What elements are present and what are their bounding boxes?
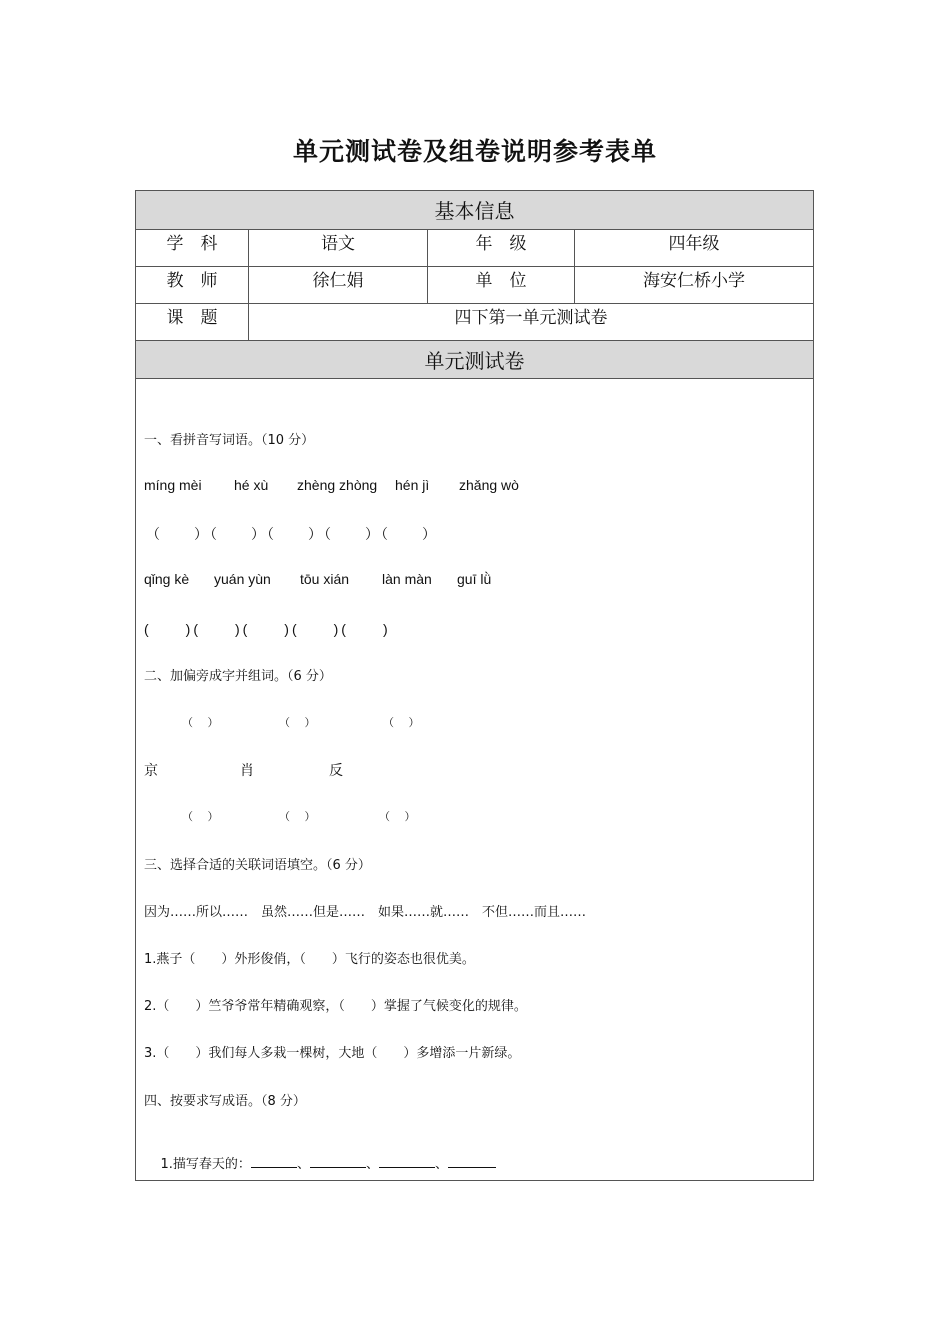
unit-label: 单 位	[427, 267, 574, 303]
q2-bracket-top-3: （ ）	[383, 716, 420, 729]
topic-row	[136, 304, 813, 341]
form-table	[135, 190, 814, 1181]
topic-label: 课 题	[166, 308, 218, 328]
q2-char-3: 反	[329, 763, 343, 779]
q1-pinyin-3: zhèng zhòng	[297, 477, 378, 493]
q2-char-2: 肖	[240, 763, 254, 779]
separator-2: 、	[365, 1157, 379, 1172]
q3-item-1: 1.燕子（ ）外形俊俏，（ ）飞行的姿态也很优美。	[144, 952, 475, 967]
answer-blank-1[interactable]	[251, 1157, 297, 1168]
answer-blank-3[interactable]	[379, 1157, 435, 1168]
q2-bracket-bottom-1: （ ）	[182, 810, 219, 823]
q4-item-1	[144, 1138, 496, 1187]
grade-label: 年 级	[427, 230, 574, 266]
q1-pinyin-6: qǐng kè	[144, 571, 190, 587]
q1-brackets-1: （ ）（ ）（ ）（ ）（ ）	[146, 527, 438, 543]
q3-item-2: 2.（ ）竺爷爷常年精确观察，（ ）掌握了气候变化的规律。	[144, 999, 527, 1014]
q1-heading-text: 一、看拼音写词语。（10 分）	[144, 433, 315, 448]
q4-heading: 四、按要求写成语。（8 分）	[144, 1094, 306, 1109]
subject-label: 学 科	[166, 234, 218, 254]
q3-options: 因为……所以…… 虽然……但是…… 如果……就…… 不但……而且……	[144, 905, 587, 920]
q2-char-1: 京	[144, 763, 158, 779]
q2-bracket-top-2: （ ）	[279, 716, 316, 729]
topic-value: 四下第一单元测试卷	[248, 304, 813, 340]
grade-value: 四年级	[574, 230, 813, 266]
q1-pinyin-1: míng mèi	[144, 477, 202, 493]
q3-heading: 三、选择合适的关联词语填空。（6 分）	[144, 858, 371, 873]
q1-pinyin-2: hé xù	[234, 477, 269, 493]
q1-pinyin-4: hén jì	[395, 477, 430, 493]
q1-pinyin-9: làn màn	[382, 571, 432, 587]
answer-blank-4[interactable]	[448, 1157, 496, 1168]
q2-bracket-bottom-2: （ ）	[279, 810, 316, 823]
q3-item-3: 3.（ ）我们每人多栽一棵树，大地（ ）多增添一片新绿。	[144, 1046, 521, 1061]
q1-brackets-2: ( )( )( )( )( )	[144, 621, 391, 637]
page-title: 单元测试卷及组卷说明参考表单	[292, 137, 657, 166]
unit-value: 海安仁桥小学	[574, 267, 813, 303]
basic-info-header-label: 基本信息	[434, 199, 515, 223]
q2-heading: 二、加偏旁成字并组词。（6 分）	[144, 669, 332, 684]
teacher-value: 徐仁娟	[248, 267, 427, 303]
subject-grade-row	[136, 230, 813, 267]
q1-pinyin-7: yuán yùn	[214, 571, 271, 587]
q4-item-1-label: 1.描写春天的：	[160, 1157, 251, 1172]
separator-1: 、	[296, 1157, 310, 1172]
q2-bracket-top-1: （ ）	[182, 716, 219, 729]
subject-value: 语文	[248, 230, 427, 266]
basic-info-header	[136, 191, 813, 230]
q1-pinyin-5: zhǎng wò	[459, 477, 519, 493]
teacher-label: 教 师	[166, 271, 218, 291]
test-header	[136, 341, 813, 379]
q1-pinyin-10: guī lǜ	[457, 571, 492, 587]
teacher-unit-row	[136, 267, 813, 304]
separator-3: 、	[434, 1157, 448, 1172]
answer-blank-2[interactable]	[310, 1157, 366, 1168]
q1-pinyin-8: tōu xián	[300, 571, 350, 587]
test-header-label: 单元测试卷	[424, 349, 525, 373]
q2-bracket-bottom-3: （ ）	[379, 810, 416, 823]
